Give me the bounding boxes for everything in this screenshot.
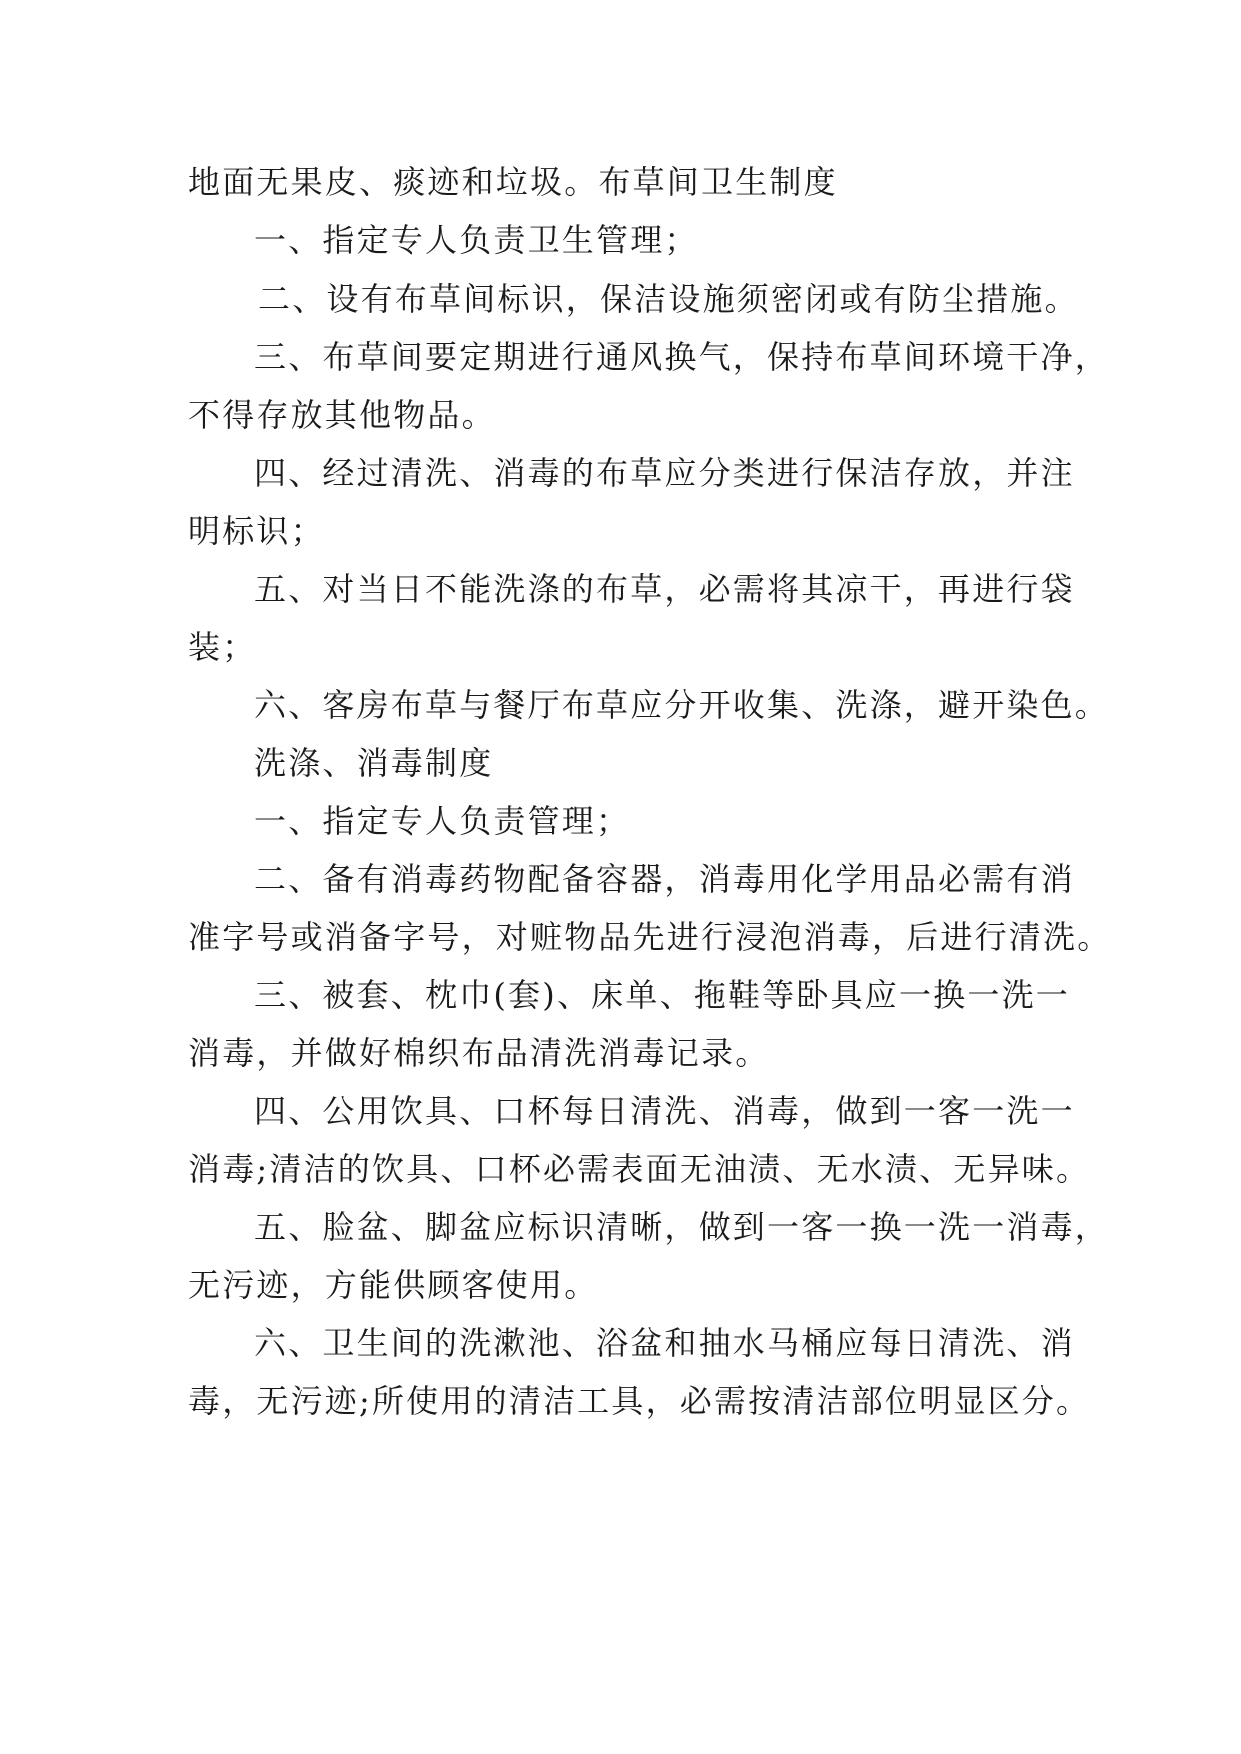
text-line: 三、布草间要定期进行通风换气，保持布草间环境干净， [254,338,1110,376]
text-line: 消毒，并做好棉织布品清洗消毒记录。 [188,1034,770,1072]
section-heading: 洗涤、消毒制度 [254,744,494,782]
text-line: 地面无果皮、痰迹和垃圾。布草间卫生制度 [188,163,838,201]
text-line: 消毒;清洁的饮具、口杯必需表面无油渍、无水渍、无异味。 [188,1150,1091,1188]
text-line: 明标识； [188,512,325,550]
text-line: 五、对当日不能洗涤的布草，必需将其凉干，再进行袋 [254,570,1075,608]
text-line: 一、指定专人负责卫生管理； [254,221,699,259]
text-line: 不得存放其他物品。 [188,396,496,434]
text-line: 四、公用饮具、口杯每日清洗、消毒，做到一客一洗一 [254,1092,1075,1130]
text-line: 四、经过清洗、消毒的布草应分类进行保洁存放，并注 [254,454,1075,492]
text-line: 五、脸盆、脚盆应标识清晰，做到一客一换一洗一消毒， [254,1208,1110,1246]
text-line: 二、备有消毒药物配备容器，消毒用化学用品必需有消 [254,860,1075,898]
text-line: 毒，无污迹;所使用的清洁工具，必需按清洁部位明显区分。 [188,1382,1091,1420]
text-line: 六、客房布草与餐厅布草应分开收集、洗涤，避开染色。 [254,686,1110,724]
text-line: 准字号或消备字号，对赃物品先进行浸泡消毒，后进行清洗。 [188,918,1112,956]
text-line: 无污迹，方能供顾客使用。 [188,1266,599,1304]
text-line: 一、指定专人负责管理； [254,802,631,840]
text-line: 六、卫生间的洗漱池、浴盆和抽水马桶应每日清洗、消 [254,1324,1075,1362]
text-line: 三、被套、枕巾(套)、床单、拖鞋等卧具应一换一洗一 [254,976,1070,1014]
text-line: 装； [188,628,257,666]
text-line: 二、设有布草间标识，保洁设施须密闭或有防尘措施。 [258,280,1079,318]
